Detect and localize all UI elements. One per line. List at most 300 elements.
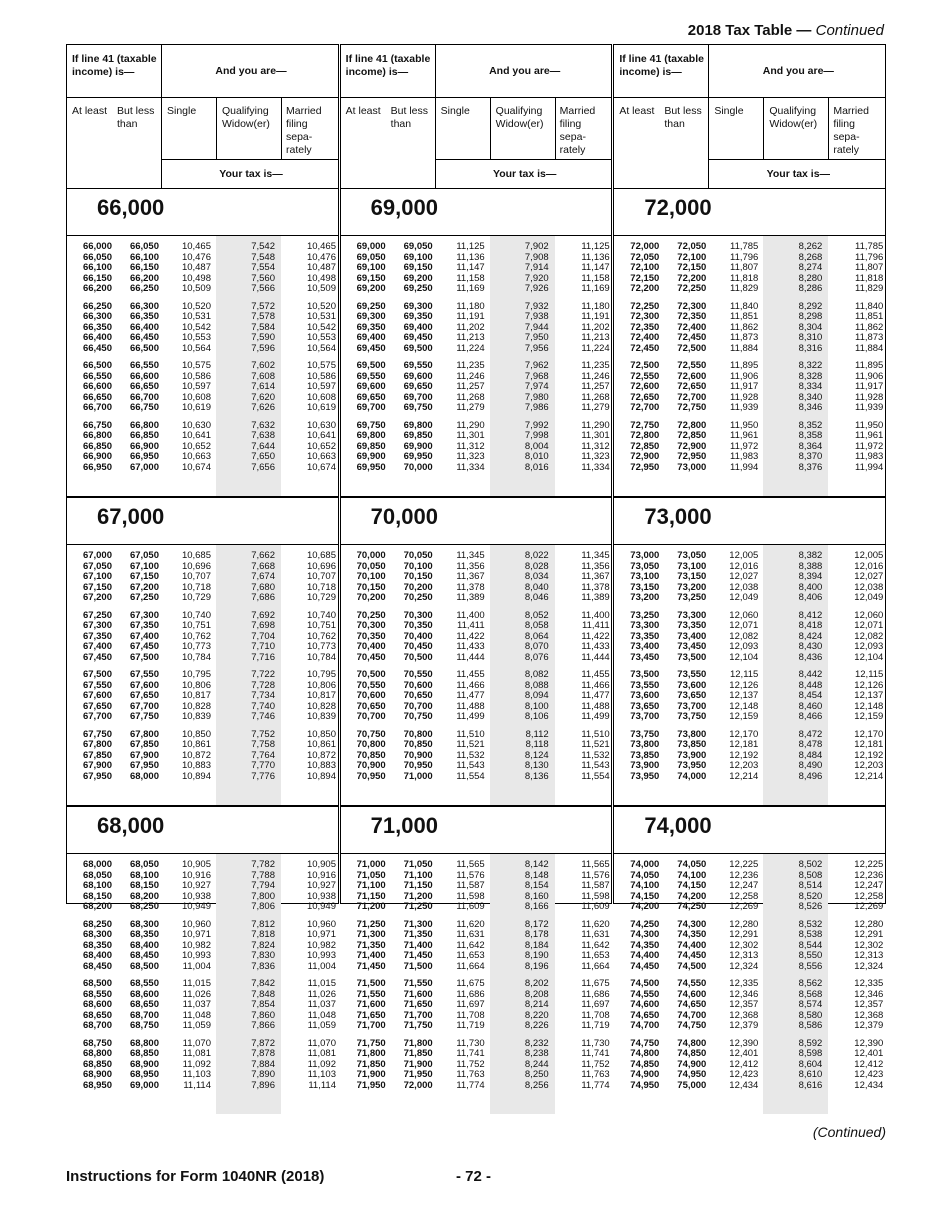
married-separate-tax-cell: 11,851 [854, 311, 884, 322]
but-less-than-cell: 67,800 [129, 728, 159, 740]
income-section [341, 189, 612, 496]
married-separate-tax-cell: 12,390 [854, 1037, 884, 1049]
qualifying-widow-tax-cell: 7,662 [251, 550, 275, 561]
at-least-cell: 71,500 [356, 978, 386, 989]
but-less-than-cell: 66,900 [129, 440, 159, 452]
single-tax-cell: 11,774 [456, 1079, 485, 1091]
qualifying-widow-tax-cell: 8,268 [798, 251, 823, 263]
married-separate-tax-cell: 11,829 [854, 283, 884, 294]
at-least-cell: 71,700 [356, 1020, 386, 1031]
but-less-than-cell: 66,150 [129, 262, 159, 273]
qualifying-widow-tax-cell: 7,674 [251, 571, 275, 582]
married-separate-tax-cell: 11,862 [854, 321, 884, 333]
table-row [67, 1070, 338, 1081]
at-least-cell: 72,050 [630, 251, 660, 263]
at-least-cell: 67,650 [82, 700, 112, 712]
married-separate-tax-cell: 11,961 [854, 430, 884, 441]
table-row [614, 962, 885, 973]
single-tax-cell: 11,818 [729, 272, 759, 284]
single-tax-cell: 11,092 [182, 1058, 211, 1070]
married-separate-tax-cell: 11,378 [581, 581, 610, 593]
table-row [341, 551, 612, 562]
table-row [614, 551, 885, 562]
table-row [614, 902, 885, 913]
at-least-cell: 71,650 [356, 1009, 386, 1021]
section-heading: 74,000 [644, 813, 712, 838]
married-separate-tax-cell: 12,280 [854, 918, 884, 930]
married-separate-tax-cell: 12,302 [854, 939, 884, 951]
married-separate-tax-cell: 10,839 [306, 711, 336, 722]
at-least-cell: 68,150 [82, 890, 112, 902]
at-least-cell: 67,150 [82, 581, 112, 593]
but-less-than-cell: 71,900 [403, 1058, 433, 1070]
header-qualifying-widow: Qualifying Widow(er) [495, 105, 544, 130]
married-separate-tax-cell: 12,060 [854, 609, 884, 621]
but-less-than-cell: 71,700 [403, 1009, 433, 1021]
but-less-than-cell: 74,900 [677, 1058, 707, 1070]
single-tax-cell: 10,927 [181, 880, 211, 891]
table-row [67, 284, 338, 295]
qualifying-widow-tax-cell: 7,986 [524, 402, 549, 413]
at-least-cell: 69,700 [356, 402, 386, 413]
married-separate-tax-cell: 12,269 [854, 901, 884, 912]
but-less-than-cell: 72,600 [677, 370, 707, 382]
at-least-cell: 74,300 [630, 929, 660, 940]
but-less-than-cell: 71,200 [403, 890, 433, 902]
but-less-than-cell: 73,800 [677, 728, 707, 740]
but-less-than-cell: 71,100 [403, 869, 433, 881]
at-least-cell: 71,250 [356, 918, 386, 930]
single-tax-cell: 12,225 [729, 859, 759, 870]
at-least-cell: 67,250 [82, 609, 112, 621]
table-row [341, 403, 612, 414]
qualifying-widow-tax-cell: 8,358 [798, 430, 823, 441]
single-tax-cell: 10,883 [181, 760, 211, 771]
but-less-than-cell: 74,450 [677, 950, 707, 961]
single-tax-cell: 11,059 [182, 1020, 211, 1031]
at-least-cell: 70,250 [356, 609, 386, 621]
qualifying-widow-tax-cell: 7,668 [251, 560, 275, 572]
at-least-cell: 74,850 [630, 1058, 660, 1070]
single-tax-cell: 11,202 [456, 321, 485, 333]
but-less-than-cell: 66,950 [129, 451, 159, 462]
single-tax-cell: 12,148 [729, 700, 759, 712]
at-least-cell: 72,400 [630, 332, 660, 343]
single-tax-cell: 11,411 [457, 620, 485, 631]
but-less-than-cell: 68,200 [129, 890, 159, 902]
single-tax-cell: 11,840 [729, 300, 759, 312]
section-heading: 66,000 [97, 195, 165, 220]
married-separate-tax-cell: 11,730 [581, 1037, 610, 1049]
but-less-than-cell: 73,950 [677, 760, 707, 771]
income-section [614, 496, 885, 805]
married-separate-tax-cell: 12,423 [854, 1069, 884, 1080]
but-less-than-cell: 68,500 [129, 960, 159, 972]
at-least-cell: 67,300 [82, 620, 112, 631]
married-separate-tax-cell: 11,664 [581, 960, 610, 972]
at-least-cell: 70,600 [356, 690, 386, 701]
table-row [614, 860, 885, 871]
but-less-than-cell: 67,700 [129, 700, 159, 712]
at-least-cell: 73,650 [630, 700, 660, 712]
single-tax-cell: 11,642 [456, 939, 485, 951]
qualifying-widow-tax-cell: 7,806 [251, 901, 275, 912]
single-tax-cell: 11,917 [729, 381, 759, 392]
qualifying-widow-tax-cell: 7,758 [251, 739, 275, 750]
at-least-cell: 72,550 [630, 370, 660, 382]
table-row [341, 979, 612, 990]
but-less-than-cell: 66,650 [129, 381, 159, 392]
married-separate-tax-cell: 11,598 [581, 890, 610, 902]
married-separate-tax-cell: 12,368 [854, 1009, 884, 1021]
but-less-than-cell: 66,350 [129, 311, 159, 322]
qualifying-widow-tax-cell: 8,100 [524, 700, 549, 712]
single-tax-cell: 11,125 [456, 241, 485, 252]
at-least-cell: 68,200 [82, 901, 112, 912]
single-tax-cell: 10,762 [181, 630, 211, 642]
qualifying-widow-tax-cell: 8,436 [798, 651, 823, 663]
single-tax-cell: 11,114 [183, 1079, 211, 1091]
married-separate-tax-cell: 11,818 [854, 272, 884, 284]
single-tax-cell: 11,103 [182, 1069, 211, 1080]
married-separate-tax-cell: 10,861 [306, 739, 336, 750]
qualifying-widow-tax-cell: 8,046 [524, 592, 549, 603]
married-separate-tax-cell: 12,401 [854, 1048, 884, 1059]
qualifying-widow-tax-cell: 8,400 [798, 581, 823, 593]
single-tax-cell: 11,598 [456, 890, 485, 902]
qualifying-widow-tax-cell: 7,656 [251, 461, 275, 473]
table-row [614, 1021, 885, 1032]
header-if-line: If line 41 (taxable income) is— [345, 53, 431, 78]
qualifying-widow-tax-cell: 8,208 [524, 988, 549, 1000]
section-heading: 69,000 [370, 195, 438, 220]
single-tax-cell: 10,938 [181, 890, 211, 902]
single-tax-cell: 11,620 [456, 918, 485, 930]
table-row [341, 670, 612, 681]
married-separate-tax-cell: 11,202 [581, 321, 610, 333]
qualifying-widow-tax-cell: 7,872 [251, 1037, 275, 1049]
single-tax-cell: 10,828 [181, 700, 211, 712]
single-tax-cell: 10,531 [181, 311, 211, 322]
qualifying-widow-tax-cell: 8,466 [798, 711, 823, 722]
table-row [614, 930, 885, 941]
single-tax-cell: 10,476 [181, 251, 211, 263]
but-less-than-cell: 69,900 [403, 440, 433, 452]
but-less-than-cell: 74,400 [677, 939, 707, 951]
but-less-than-cell: 74,800 [677, 1037, 707, 1049]
but-less-than-cell: 70,050 [403, 550, 433, 561]
qualifying-widow-tax-cell: 8,382 [798, 550, 823, 561]
but-less-than-cell: 70,350 [403, 620, 433, 631]
income-section [614, 805, 885, 1114]
single-tax-cell: 11,532 [456, 749, 485, 761]
table-row [341, 691, 612, 702]
married-separate-tax-cell: 12,379 [854, 1020, 884, 1031]
table-row [614, 1000, 885, 1011]
at-least-cell: 69,550 [356, 370, 386, 382]
table-row [67, 382, 338, 393]
married-separate-tax-cell: 11,466 [581, 679, 610, 691]
single-tax-cell: 12,203 [729, 760, 759, 771]
income-section [614, 189, 885, 496]
qualifying-widow-tax-cell: 8,346 [798, 402, 823, 413]
but-less-than-cell: 67,500 [129, 651, 159, 663]
single-tax-cell: 11,158 [456, 272, 485, 284]
but-less-than-cell: 74,050 [677, 859, 707, 870]
single-tax-cell: 11,081 [182, 1048, 211, 1059]
married-separate-tax-cell: 12,115 [854, 669, 884, 680]
at-least-cell: 73,350 [630, 630, 660, 642]
but-less-than-cell: 74,500 [677, 960, 707, 972]
qualifying-widow-tax-cell: 8,106 [524, 711, 549, 722]
but-less-than-cell: 74,150 [677, 880, 707, 891]
qualifying-widow-tax-cell: 8,604 [798, 1058, 823, 1070]
at-least-cell: 74,800 [630, 1048, 660, 1059]
section-heading-box [341, 496, 612, 545]
single-tax-cell: 11,829 [729, 283, 759, 294]
but-less-than-cell: 72,300 [677, 300, 707, 312]
but-less-than-cell: 67,300 [129, 609, 159, 621]
single-tax-cell: 12,280 [729, 918, 759, 930]
qualifying-widow-tax-cell: 7,836 [251, 960, 275, 972]
but-less-than-cell: 71,800 [403, 1037, 433, 1049]
qualifying-widow-tax-cell: 7,962 [524, 360, 549, 371]
qualifying-widow-tax-cell: 8,040 [524, 581, 549, 593]
but-less-than-cell: 70,750 [403, 711, 433, 722]
table-row [614, 621, 885, 632]
married-separate-tax-cell: 11,488 [581, 700, 610, 712]
qualifying-widow-tax-cell: 7,914 [524, 262, 549, 273]
single-tax-cell: 11,136 [456, 251, 485, 263]
but-less-than-cell: 66,250 [129, 283, 159, 294]
single-tax-cell: 10,564 [181, 342, 211, 354]
at-least-cell: 73,400 [630, 641, 660, 652]
but-less-than-cell: 67,750 [129, 711, 159, 722]
qualifying-widow-tax-cell: 7,602 [251, 360, 275, 371]
but-less-than-cell: 74,250 [677, 901, 707, 912]
at-least-cell: 69,950 [356, 461, 386, 473]
but-less-than-cell: 72,900 [677, 440, 707, 452]
single-tax-cell: 11,312 [456, 440, 485, 452]
married-separate-tax-cell: 11,994 [854, 461, 884, 473]
at-least-cell: 71,750 [356, 1037, 386, 1049]
but-less-than-cell: 66,850 [129, 430, 159, 441]
but-less-than-cell: 73,700 [677, 700, 707, 712]
single-tax-cell: 10,993 [181, 950, 211, 961]
but-less-than-cell: 72,450 [677, 332, 707, 343]
table-row [341, 1049, 612, 1060]
married-separate-tax-cell: 11,048 [307, 1009, 336, 1021]
tax-table-column [613, 44, 886, 1091]
table-row [67, 962, 338, 973]
table-row [614, 881, 885, 892]
married-separate-tax-cell: 11,983 [854, 451, 884, 462]
but-less-than-cell: 69,050 [403, 241, 433, 252]
married-separate-tax-cell: 12,137 [854, 690, 884, 701]
but-less-than-cell: 71,150 [403, 880, 433, 891]
table-row [67, 1000, 338, 1011]
at-least-cell: 69,000 [356, 241, 386, 252]
section-rows [341, 236, 612, 496]
at-least-cell: 72,750 [630, 419, 660, 431]
single-tax-cell: 10,861 [181, 739, 211, 750]
header-at-least: At least [345, 105, 381, 117]
single-tax-cell: 11,378 [456, 581, 485, 593]
qualifying-widow-tax-cell: 7,626 [251, 402, 275, 413]
qualifying-widow-tax-cell: 8,088 [524, 679, 549, 691]
single-tax-cell: 11,587 [456, 880, 485, 891]
but-less-than-cell: 73,600 [677, 679, 707, 691]
table-row [341, 463, 612, 474]
column-header [614, 45, 885, 189]
single-tax-cell: 10,520 [181, 300, 211, 312]
table-row [67, 263, 338, 274]
at-least-cell: 68,400 [82, 950, 112, 961]
section-rows [614, 545, 885, 805]
single-tax-cell: 12,335 [729, 978, 759, 989]
married-separate-tax-cell: 10,652 [306, 440, 336, 452]
section-heading-box [341, 189, 612, 236]
married-separate-tax-cell: 11,675 [581, 978, 610, 989]
table-row [341, 1081, 612, 1092]
qualifying-widow-tax-cell: 8,412 [798, 609, 823, 621]
but-less-than-cell: 74,350 [677, 929, 707, 940]
single-tax-cell: 12,346 [729, 988, 759, 1000]
but-less-than-cell: 72,150 [677, 262, 707, 273]
married-separate-tax-cell: 12,170 [854, 728, 884, 740]
married-separate-tax-cell: 10,905 [306, 859, 336, 870]
but-less-than-cell: 72,700 [677, 391, 707, 403]
but-less-than-cell: 69,150 [403, 262, 433, 273]
at-least-cell: 72,650 [630, 391, 660, 403]
at-least-cell: 68,600 [82, 999, 112, 1010]
married-separate-tax-cell: 10,817 [306, 690, 336, 701]
at-least-cell: 73,300 [630, 620, 660, 631]
but-less-than-cell: 69,850 [403, 430, 433, 441]
table-row [341, 344, 612, 355]
married-separate-tax-cell: 11,334 [581, 461, 610, 473]
married-separate-tax-cell: 10,542 [306, 321, 336, 333]
qualifying-widow-tax-cell: 8,028 [524, 560, 549, 572]
but-less-than-cell: 71,450 [403, 950, 433, 961]
but-less-than-cell: 72,350 [677, 311, 707, 322]
at-least-cell: 66,050 [82, 251, 112, 263]
qualifying-widow-tax-cell: 8,112 [525, 728, 549, 740]
but-less-than-cell: 69,350 [403, 311, 433, 322]
at-least-cell: 67,050 [82, 560, 112, 572]
married-separate-tax-cell: 11,741 [581, 1048, 610, 1059]
single-tax-cell: 11,246 [456, 370, 485, 382]
single-tax-cell: 12,027 [729, 571, 759, 582]
qualifying-widow-tax-cell: 7,638 [251, 430, 275, 441]
qualifying-widow-tax-cell: 8,094 [524, 690, 549, 701]
at-least-cell: 74,350 [630, 939, 660, 951]
but-less-than-cell: 72,750 [677, 402, 707, 413]
but-less-than-cell: 71,300 [403, 918, 433, 930]
section-heading-box [341, 805, 612, 854]
single-tax-cell: 10,905 [181, 859, 211, 870]
at-least-cell: 73,950 [630, 770, 660, 782]
at-least-cell: 74,950 [630, 1079, 660, 1091]
qualifying-widow-tax-cell: 7,722 [251, 669, 275, 680]
header-if-line: If line 41 (taxable income) is— [72, 53, 157, 78]
table-row [614, 263, 885, 274]
at-least-cell: 71,600 [356, 999, 386, 1010]
header-married-filing-separately: Married filing sepa- rately [833, 105, 869, 156]
at-least-cell: 66,900 [82, 451, 112, 462]
qualifying-widow-tax-cell: 7,680 [251, 581, 275, 593]
at-least-cell: 68,250 [82, 918, 112, 930]
section-rows [341, 545, 612, 805]
at-least-cell: 70,350 [356, 630, 386, 642]
header-qualifying-widow: Qualifying Widow(er) [769, 105, 818, 130]
header-married-filing-separately: Married filing sepa- rately [559, 105, 596, 156]
but-less-than-cell: 74,950 [677, 1069, 707, 1080]
at-least-cell: 66,350 [82, 321, 112, 333]
but-less-than-cell: 74,550 [677, 978, 707, 989]
single-tax-cell: 11,015 [182, 978, 211, 989]
but-less-than-cell: 73,450 [677, 641, 707, 652]
married-separate-tax-cell: 10,762 [306, 630, 336, 642]
qualifying-widow-tax-cell: 8,184 [524, 939, 549, 951]
but-less-than-cell: 66,700 [129, 391, 159, 403]
single-tax-cell: 11,763 [456, 1069, 485, 1080]
but-less-than-cell: 74,200 [677, 890, 707, 902]
qualifying-widow-tax-cell: 7,716 [251, 651, 275, 663]
qualifying-widow-tax-cell: 7,956 [524, 342, 549, 354]
single-tax-cell: 11,367 [456, 571, 485, 582]
qualifying-widow-tax-cell: 8,064 [524, 630, 549, 642]
qualifying-widow-tax-cell: 7,704 [251, 630, 275, 642]
at-least-cell: 66,650 [82, 391, 112, 403]
married-separate-tax-cell: 10,729 [306, 592, 336, 603]
single-tax-cell: 11,609 [456, 901, 485, 912]
married-separate-tax-cell: 11,587 [581, 880, 610, 891]
married-separate-tax-cell: 10,894 [306, 770, 336, 782]
married-separate-tax-cell: 12,148 [854, 700, 884, 712]
page-header-continued: Continued [815, 22, 884, 39]
single-tax-cell: 12,313 [729, 950, 759, 961]
single-tax-cell: 11,796 [729, 251, 759, 263]
married-separate-tax-cell: 12,104 [854, 651, 884, 663]
table-row [341, 902, 612, 913]
married-separate-tax-cell: 11,565 [581, 859, 610, 870]
at-least-cell: 66,850 [82, 440, 112, 452]
married-separate-tax-cell: 11,532 [581, 749, 610, 761]
table-row [614, 333, 885, 344]
but-less-than-cell: 69,700 [403, 391, 433, 403]
married-separate-tax-cell: 10,520 [306, 300, 336, 312]
married-separate-tax-cell: 10,718 [306, 581, 336, 593]
table-row [67, 772, 338, 783]
qualifying-widow-tax-cell: 8,574 [798, 999, 823, 1010]
section-rows [614, 236, 885, 496]
header-and-you-are: And you are— [762, 65, 834, 77]
single-tax-cell: 12,214 [729, 770, 759, 782]
single-tax-cell: 10,740 [181, 609, 211, 621]
at-least-cell: 73,000 [630, 550, 660, 561]
table-row [341, 860, 612, 871]
at-least-cell: 70,800 [356, 739, 386, 750]
qualifying-widow-tax-cell: 7,566 [251, 283, 275, 294]
at-least-cell: 66,150 [82, 272, 112, 284]
but-less-than-cell: 71,350 [403, 929, 433, 940]
qualifying-widow-tax-cell: 8,250 [524, 1069, 549, 1080]
at-least-cell: 66,400 [82, 332, 112, 343]
qualifying-widow-tax-cell: 8,472 [798, 728, 823, 740]
qualifying-widow-tax-cell: 8,340 [798, 391, 823, 403]
table-row [614, 670, 885, 681]
